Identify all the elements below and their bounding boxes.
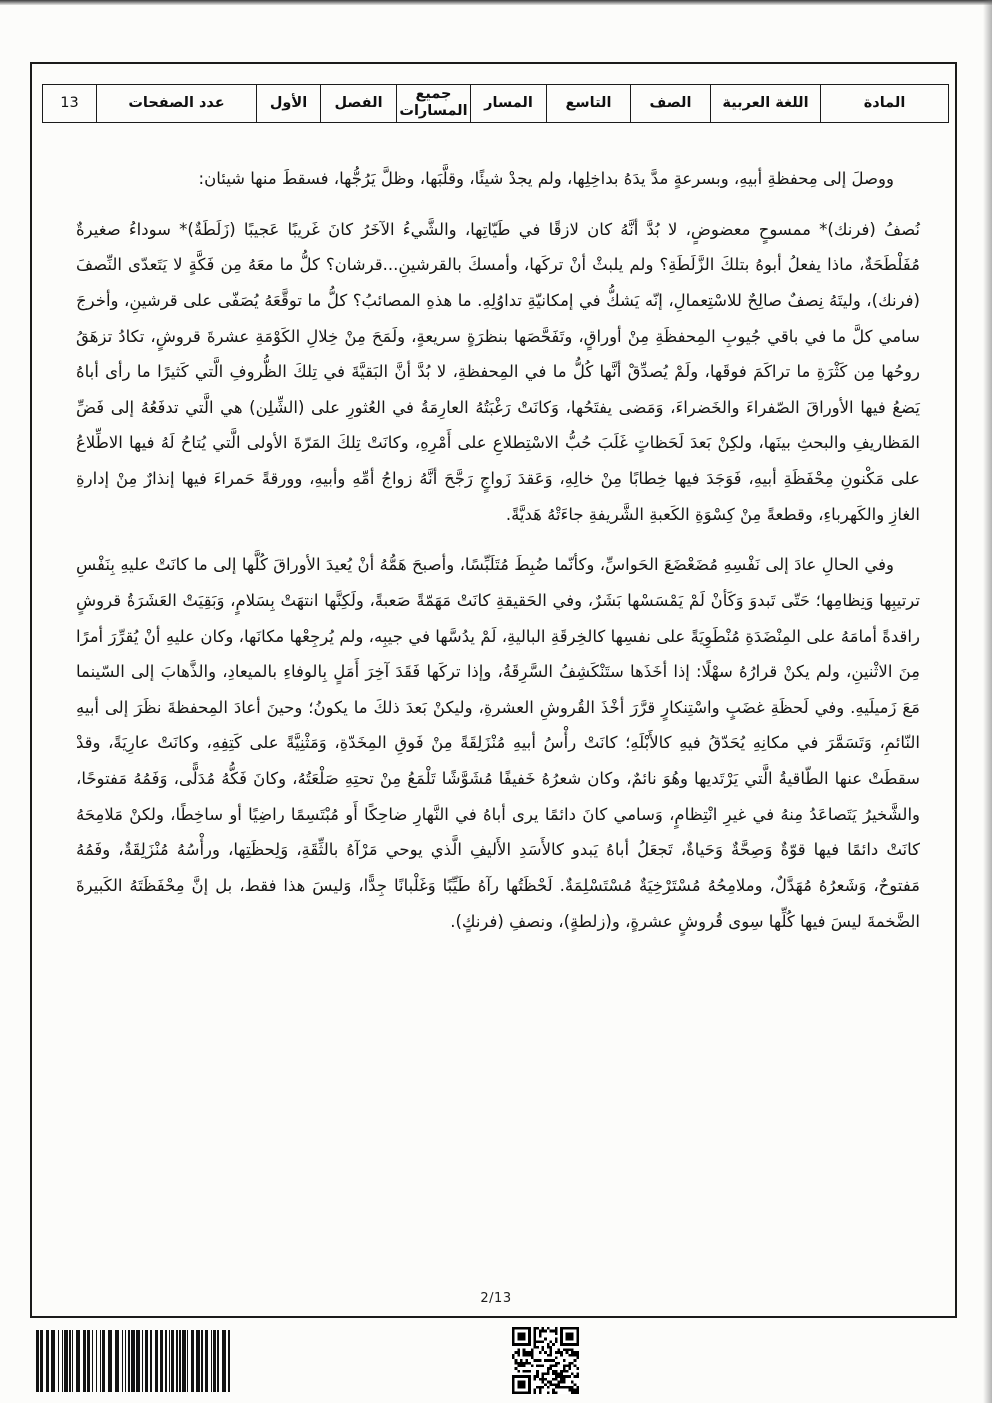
passage-paragraph-1: ووصلَ إلى مِحفظةِ أبيهِ، وبسرعةٍ مدَّ يدَهُ بداخِلِها، ولم يجدْ شيئًا، وقلَّبَها، وظلَّ يَرُجُّها، فسقطَ منها شيئان: bbox=[198, 169, 894, 188]
page-number: 2/13 bbox=[480, 1291, 512, 1306]
scan-edge-artifact-top bbox=[0, 0, 992, 5]
page-count-value: 13 bbox=[43, 85, 97, 123]
qr-code bbox=[512, 1327, 579, 1394]
exam-header-table bbox=[42, 84, 949, 123]
semester-value: الأول bbox=[257, 85, 321, 123]
subject-value: اللغة العربية bbox=[711, 85, 821, 123]
header-row bbox=[43, 85, 949, 123]
reading-passage bbox=[76, 161, 920, 954]
page-count-label: عدد الصفحات bbox=[97, 85, 257, 123]
grade-label: الصف bbox=[631, 85, 711, 123]
semester-label: الفصل bbox=[321, 85, 397, 123]
passage-paragraph-2: نُصفُ (فرنك)* ممسوحٍ معضوضٍ، لا بُدَّ أنَّهُ كان لازقًا في طَيّاتِها، والشَّيءُ الآخَرُ كانَ غَريبًا عَجيبًا (زَلَطَةٌ)* سوداءُ صغيرةٌ مُفَلْطَحَةٌ، ماذا يفعلُ أبوهُ بتلكَ الزَّلَطَةِ؟ ولم يلبثْ أنْ تركَها، وأمسكَ بالقرشينِ...قرشان؟ كلُّ ما معَهُ مِن فَكَّةٍ لا يَتَعدّى النِّصفَ (فرنك)، وليتَهُ نِصفٌ صالِحٌ للاسْتِعمالِ، إنّه يَشكُّ في إمكانيّةِ تداوُلِهِ. ما هذهِ المصائبُ؟ كلُّ ما توقَّعَهُ يُصَفّى على قرشينِ، وأخرجَ سامي كلَّ ما في باقي جُيوبِ المِحفظَةِ مِنْ أوراقٍ، وتَفَحَّصَها بنظرَةٍ سريعةٍ، ولَمَحَ مِنْ خِلالِ الكَوْمَةِ عشرةَ قروشٍ، تكادُ تزهَقُ روحُها مِن كَثْرَةِ ما تراكَمَ فوقَها، ولَمْ يُصدِّقْ أنَّها كُلُّ ما في المِحفظةِ، لا بُدَّ أنَّ البَقيَّةَ في تِلكَ الظُّروفِ الَّتي كَثيرًا ما رأى أباهُ يَضعُ فيها الأوراقَ الصّفراءَ والخَضراءَ، وَمَضى يفتَحُها، وَكانَتْ رَغْبَتُهُ العارِمَةُ في العُثورِ على (الشِّلِن) هي الَّتي تدفَعُهُ إلى فَضِّ المَظاريفِ والبحثِ بينَها، ولكِنْ بَعدَ لَحَظاتٍ غَلَبَ حُبُّ الاسْتِطلاعِ على أَمْرِهِ، وكانَتْ تِلكَ المَرّةَ الأولى الَّتي يُتاحُ لَهُ فيها الاطِّلاعُ على مَكْنونِ مِحْفَظَةِ أبيهِ، فَوَجَدَ فيها خِطابًا مِنْ خالِهِ، وَعَقدَ زَواجٍ رَجَّحَ أنَّهُ زواجُ أمِّهِ وأبيهِ، وورقةً حَمراءَ فيها إنذارٌ مِنْ إدارةِ الغازِ والكَهرباءِ، وقطعةً مِنْ كِسْوَةِ الكَعبةِ الشَّريفةِ جاءَتْهُ هَديَّةً. bbox=[76, 219, 920, 524]
passage-paragraph-3: وفي الحالِ عادَ إلى نَفْسِهِ مُضَعْضَعَ الحَواسِّ، وكأنّما ضُبِطَ مُتَلَبِّسًا، وأصبحَ هَمُّهُ أنْ يُعيدَ الأوراقَ كُلَّها إلى ما كانَتْ عليهِ بِنَفْسِ ترتيبِها وَنِظامِها؛ حَتّى تَبدوَ وَكَأنْ لَمْ يَمْسَسْها بَشَرٌ، وفي الحَقيقةِ كانَتْ مَهَمّةً صَعبةً، ولَكِنَّها انتهَتْ بِسَلامٍ، وَبَقِيَتْ العَشَرَةُ قروشٍ راقدةً أمامَهُ على المِنْضَدَةِ مُنْطَوِيَةً على نفسِها كالخِرقَةِ الباليةِ، لَمْ يدُسَّها في جيبِه، ولم يُرجِعْها مكانَها، وكان عليهِ أنْ يُقرِّرَ أمرًا مِنَ الاثْنينِ، ولم يكنْ قرارُهُ سهْلًا: إذا أخَذَها ستَنْكَشِفُ السَّرِقَةُ، وإذا تركَها فَقَدَ آخِرَ أَمَلٍ بِالوفاءِ بالميعادِ، والذَّهابَ إلى السّينما مَعَ زَميلَيهِ. وفي لَحظَةِ غضَبٍ واسْتِنكارٍ قرَّرَ أخْذَ القُروشِ العشرةِ، وليكنْ بَعدَ ذلكَ ما يكونُ؛ وحينَ أعادَ المِحفظةَ نظَرَ إلى أبيهِ النّائمِ، وَتَسَمَّرَ في مكانِهِ يُحَدّقُ فيهِ كالأَبْلَهِ؛ كانَتْ رأْسُ أبيهِ مُنْزَلِقَةً مِنْ فَوقِ المِخَدّةِ، وَمَثْنِيَّةً على كَتِفِهِ، وكانَتْ عارِيَةً، وقدْ سقطَتْ عنها الطّاقيةُ الَّتي يَرْتَديها وهُوَ نائمٌ، وكان شعرُهُ خَفيفًا مُشَوَّشًا تَلْمَعُ مِنْ تحتِهِ صَلْعَتُهُ، وكانَ فَكُّهُ مُدَلًّى، وَفَمُهُ مَفتوحًا، والشَّخيرُ يَتَصاعَدُ مِنهُ في غيرِ انْتِظامٍ، وَسامي كانَ دائمًا يرى أباهُ في النَّهارِ ضاحِكًا أَو مُبْتَسِمًا راضِيًا أو ساخِطًا، ولكنْ مَلامِحَهُ كانَتْ دائمًا فيها قوّةٌ وَصِحَّةٌ وَحَياةٌ، تَجعَلُ أباهُ يَبدو كالأَسَدِ الأَليفِ الَّذي يوحي مَرْآهُ بالثِّقَةِ، وَلِحظَتِها، ورأْسُهُ مُنْزَلِقَةٌ، وفَمُهُ مَفتوحٌ، وَشَعرُهُ مُهَدَّلٌ، وملامِحُهُ مُسْتَرْخِيَةٌ مُسْتَسْلِمَةٌ. لَحْظَتُها رآهُ طَيِّبًا وَغَلْبانًا جِدًّا، وَليسَ هذا فقط، بل إنَّ مِحْفَظَتَهُ الكَبيرةَ الضَّخمةَ ليسَ فيها كُلِّها سِوى قُروشٍ عشرةٍ، و(زلطةٍ)، ونصفِ (فرنكٍ). bbox=[76, 555, 920, 931]
grade-value: التاسع bbox=[547, 85, 631, 123]
track-value: جميع المسارات bbox=[397, 85, 471, 123]
subject-label: المادة bbox=[821, 85, 949, 123]
scan-edge-artifact-right bbox=[983, 0, 992, 1403]
barcode bbox=[36, 1330, 232, 1392]
track-label: المسار bbox=[471, 85, 547, 123]
